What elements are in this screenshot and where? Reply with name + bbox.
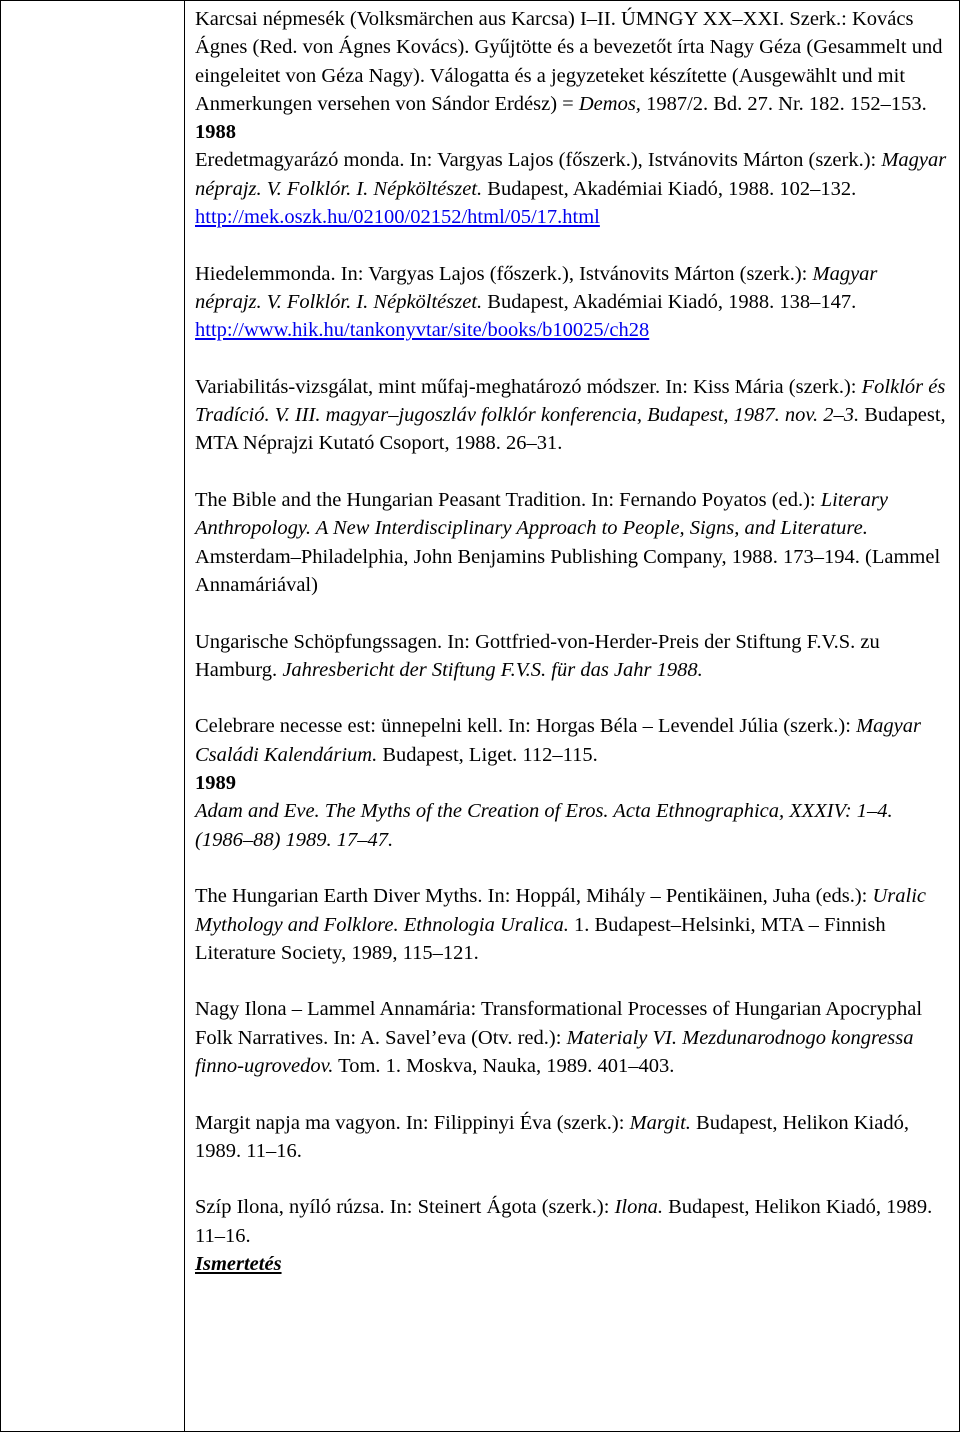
- bibliography-entry: [195, 373, 947, 458]
- publication-title: Jahresbericht der Stiftung F.V.S. für das Jahr 1988.: [282, 658, 703, 681]
- entry-text: Budapest, Liget. 112–115.: [377, 743, 598, 766]
- bibliography-cell: [195, 5, 947, 1278]
- publication-title: Demos,: [578, 92, 641, 115]
- publication-title: Folklór és Tradíció. V. III. magyar–jugoszláv folklór konferencia, Budapest, 1987. nov. 2–3.: [195, 375, 946, 427]
- publication-title: Magyar Családi Kalendárium.: [195, 715, 921, 766]
- bibliography-entry: [195, 5, 947, 118]
- publication-title: Adam and Eve. The Myths of the Creation of Eros. Acta Ethnographica, XXXIV: 1–4. (1986–88) 1989. 17–47.: [195, 800, 893, 851]
- entry-text: The Bible and the Hungarian Peasant Tradition. In: Fernando Poyatos (ed.):: [195, 489, 821, 512]
- bibliography-entry: [195, 882, 947, 967]
- publication-title: Ilona.: [614, 1196, 663, 1219]
- entry-text: 1. Budapest–Helsinki, MTA – Finnish Literature Society, 1989, 115–121.: [195, 913, 886, 964]
- publication-title: Margit.: [629, 1111, 691, 1134]
- reference-link[interactable]: http://www.hik.hu/tankonyvtar/site/books/b10025/ch28: [195, 319, 650, 342]
- bibliography-entry: [195, 995, 947, 1080]
- section-heading: Ismertetés: [195, 1253, 282, 1276]
- entry-text: Amsterdam–Philadelphia, John Benjamins Publishing Company, 1988. 173–194. (Lammel Annamáriával): [195, 545, 941, 596]
- entry-text: Szíp Ilona, nyíló rúzsa. In: Steinert Ágota (szerk.):: [195, 1196, 615, 1219]
- reference-link[interactable]: http://mek.oszk.hu/02100/02152/html/05/17.html: [195, 206, 600, 229]
- bibliography-entry: [195, 260, 947, 345]
- column-divider: [184, 1, 185, 1431]
- bibliography-entry: [195, 712, 947, 769]
- bibliography-entry: [195, 1193, 947, 1250]
- entry-text: Celebrare necesse est: ünnepelni kell. In: Horgas Béla – Levendel Júlia (szerk.):: [195, 715, 857, 738]
- publication-title: Magyar néprajz. V. Folklór. I. Népköltészet.: [195, 149, 947, 200]
- entry-text: Budapest, Akadémiai Kiadó, 1988. 102–132.: [482, 177, 857, 200]
- year-heading: 1988: [195, 121, 236, 144]
- publication-title: Uralic Mythology and Folklore. Ethnologia Uralica.: [195, 885, 927, 936]
- entry-text: The Hungarian Earth Diver Myths. In: Hoppál, Mihály – Pentikäinen, Juha (eds.):: [195, 885, 873, 908]
- bibliography-entry: [195, 797, 947, 854]
- entry-text: Budapest, Helikon Kiadó, 1989. 11–16.: [195, 1111, 909, 1162]
- entry-text: Budapest, Helikon Kiadó, 1989. 11–16.: [195, 1196, 933, 1247]
- entry-text: Tom. 1. Moskva, Nauka, 1989. 401–403.: [333, 1054, 675, 1077]
- publication-title: Magyar néprajz. V. Folklór. I. Népköltészet.: [195, 262, 878, 313]
- entry-text: Ungarische Schöpfungssagen. In: Gottfried-von-Herder-Preis der Stiftung F.V.S. zu Hamburg.: [195, 630, 880, 681]
- entry-text: Hiedelemmonda. In: Vargyas Lajos (főszerk.), Istvánovits Márton (szerk.):: [195, 262, 813, 285]
- entry-text: Variabilitás-vizsgálat, mint műfaj-meghatározó módszer. In: Kiss Mária (szerk.):: [195, 375, 862, 398]
- publication-title: Materialy VI. Mezdunarodnogo kongressa finno-ugrovedov.: [195, 1026, 914, 1077]
- entry-text: Margit napja ma vagyon. In: Filippinyi Éva (szerk.):: [195, 1111, 630, 1134]
- bibliography-entry: [195, 146, 947, 231]
- entry-text: Karcsai népmesék (Volksmärchen aus Karcsa) I–II. ÚMNGY XX–XXI. Szerk.: Kovács Ágnes (Red. von Ágnes Kovács). Gyűjtötte és a bevezetőt írta Nagy Géza (Gesammelt und eingeleitet von Géza Nagy). Válogatta és a jegyzeteket készítette (Ausgewählt und mit Anmerkungen versehen von Sándor Erdész) =: [195, 8, 943, 115]
- year-heading: 1989: [195, 772, 236, 795]
- publication-title: Literary Anthropology. A New Interdisciplinary Approach to People, Signs, and Literature.: [195, 489, 888, 540]
- entry-text: Budapest, MTA Néprajzi Kutató Csoport, 1988. 26–31.: [195, 404, 946, 455]
- entry-text: Eredetmagyarázó monda. In: Vargyas Lajos (főszerk.), Istvánovits Márton (szerk.):: [195, 149, 882, 172]
- entry-text: 1987/2. Bd. 27. Nr. 182. 152–153.: [640, 92, 927, 115]
- bibliography-entry: [195, 1250, 947, 1278]
- entry-text: Budapest, Akadémiai Kiadó, 1988. 138–147.: [482, 290, 857, 313]
- entry-text: Nagy Ilona – Lammel Annamária: Transformational Processes of Hungarian Apocryphal Folk Narratives. In: A. Savel’eva (Otv. red.):: [195, 998, 923, 1049]
- bibliography-entry: [195, 628, 947, 685]
- bibliography-entry: [195, 486, 947, 599]
- bibliography-entry: [195, 1109, 947, 1166]
